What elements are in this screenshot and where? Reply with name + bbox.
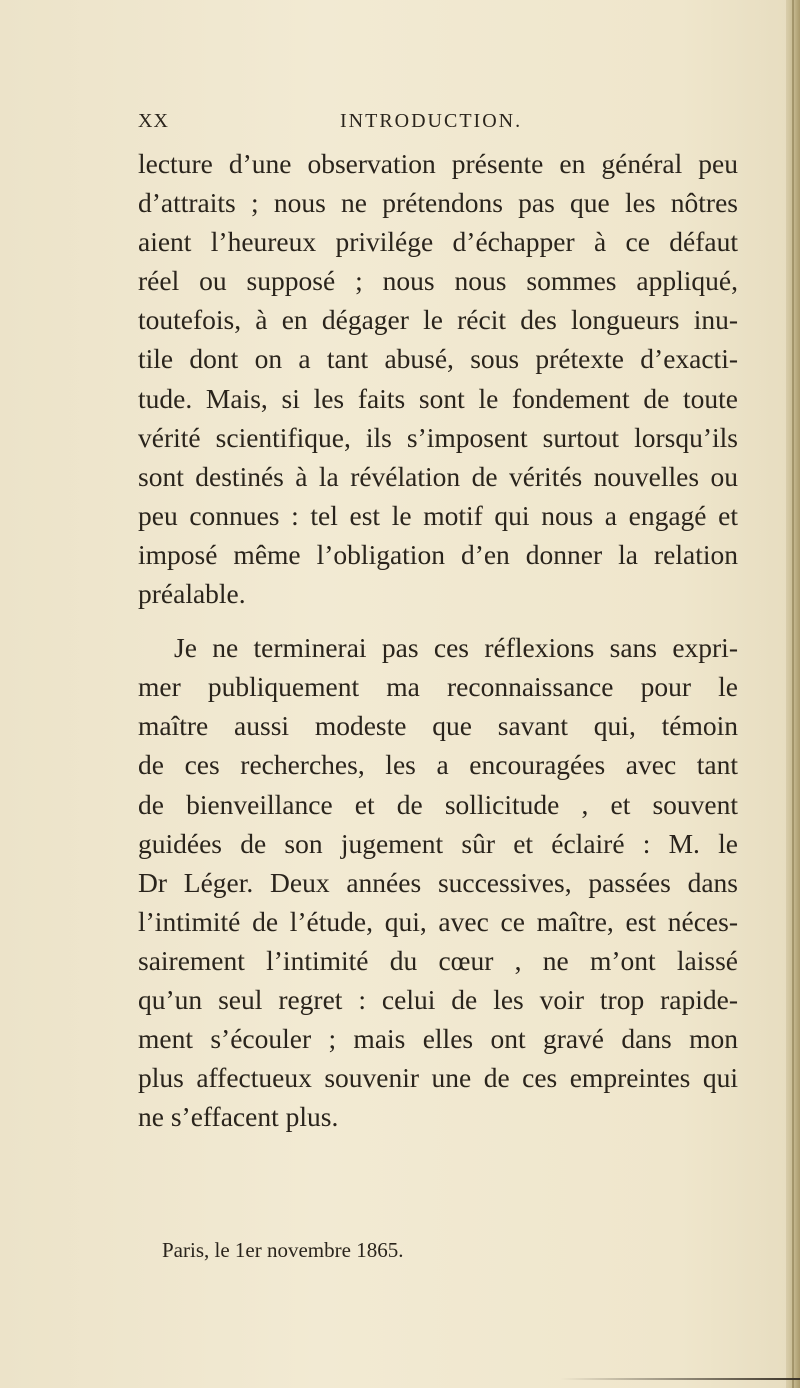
text-line: Je ne terminerai pas ces réflexions sans expri- bbox=[174, 632, 738, 664]
text-line: de ces recherches, les a encouragées avec tant bbox=[138, 749, 738, 781]
paragraph-gap bbox=[138, 613, 738, 628]
text-line: toutefois, à en dégager le récit des longueurs inu- bbox=[138, 304, 738, 336]
text-line: aient l’heureux privilége d’échapper à ce défaut bbox=[138, 226, 738, 258]
text-line: tude. Mais, si les faits sont le fondement de toute bbox=[138, 382, 738, 414]
bottom-rule bbox=[0, 1378, 800, 1380]
text-line: l’intimité de l’étude, qui, avec ce maître, est néces- bbox=[138, 905, 738, 937]
running-head bbox=[0, 110, 800, 140]
text-line: plus affectueux souvenir une de ces empreintes qui bbox=[138, 1062, 738, 1094]
running-title: INTRODUCTION. bbox=[340, 110, 523, 132]
text-line: mer publiquement ma reconnaissance pour le bbox=[138, 671, 738, 703]
text-line: lecture d’une observation présente en général peu bbox=[138, 148, 738, 179]
text-line: de bienveillance et de sollicitude , et souvent bbox=[138, 788, 738, 820]
text-line: imposé même l’obligation d’en donner la relation bbox=[138, 538, 738, 570]
page-edge-line bbox=[792, 0, 794, 1388]
text-line: qu’un seul regret : celui de les voir trop rapide- bbox=[138, 983, 738, 1015]
paragraph-1 bbox=[138, 144, 738, 613]
text-line: ne s’effacent plus. bbox=[138, 1101, 339, 1133]
text-line: guidées de son jugement sûr et éclairé : M. le bbox=[138, 827, 738, 859]
text-line: réel ou supposé ; nous nous sommes appliqué, bbox=[138, 265, 738, 297]
text-line: vérité scientifique, ils s’imposent surtout lorsqu’ils bbox=[138, 421, 738, 453]
body-text bbox=[138, 144, 738, 1136]
text-line: sairement l’intimité du cœur , ne m’ont laissé bbox=[138, 944, 738, 976]
text-line: Dr Léger. Deux années successives, passées dans bbox=[138, 866, 738, 898]
page-number: XX bbox=[138, 110, 169, 132]
text-line: ment s’écouler ; mais elles ont gravé dans mon bbox=[138, 1023, 738, 1055]
paragraph-2 bbox=[138, 628, 738, 1136]
text-line: peu connues : tel est le motif qui nous a engagé et bbox=[138, 499, 738, 531]
text-line: sont destinés à la révélation de vérités nouvelles ou bbox=[138, 460, 738, 492]
text-line: tile dont on a tant abusé, sous prétexte d’exacti- bbox=[138, 343, 738, 375]
text-line: maître aussi modeste que savant qui, témoin bbox=[138, 710, 738, 742]
text-line: préalable. bbox=[138, 578, 246, 610]
text-line: d’attraits ; nous ne prétendons pas que les nôtres bbox=[138, 187, 738, 219]
dateline: Paris, le 1er novembre 1865. bbox=[162, 1238, 404, 1262]
